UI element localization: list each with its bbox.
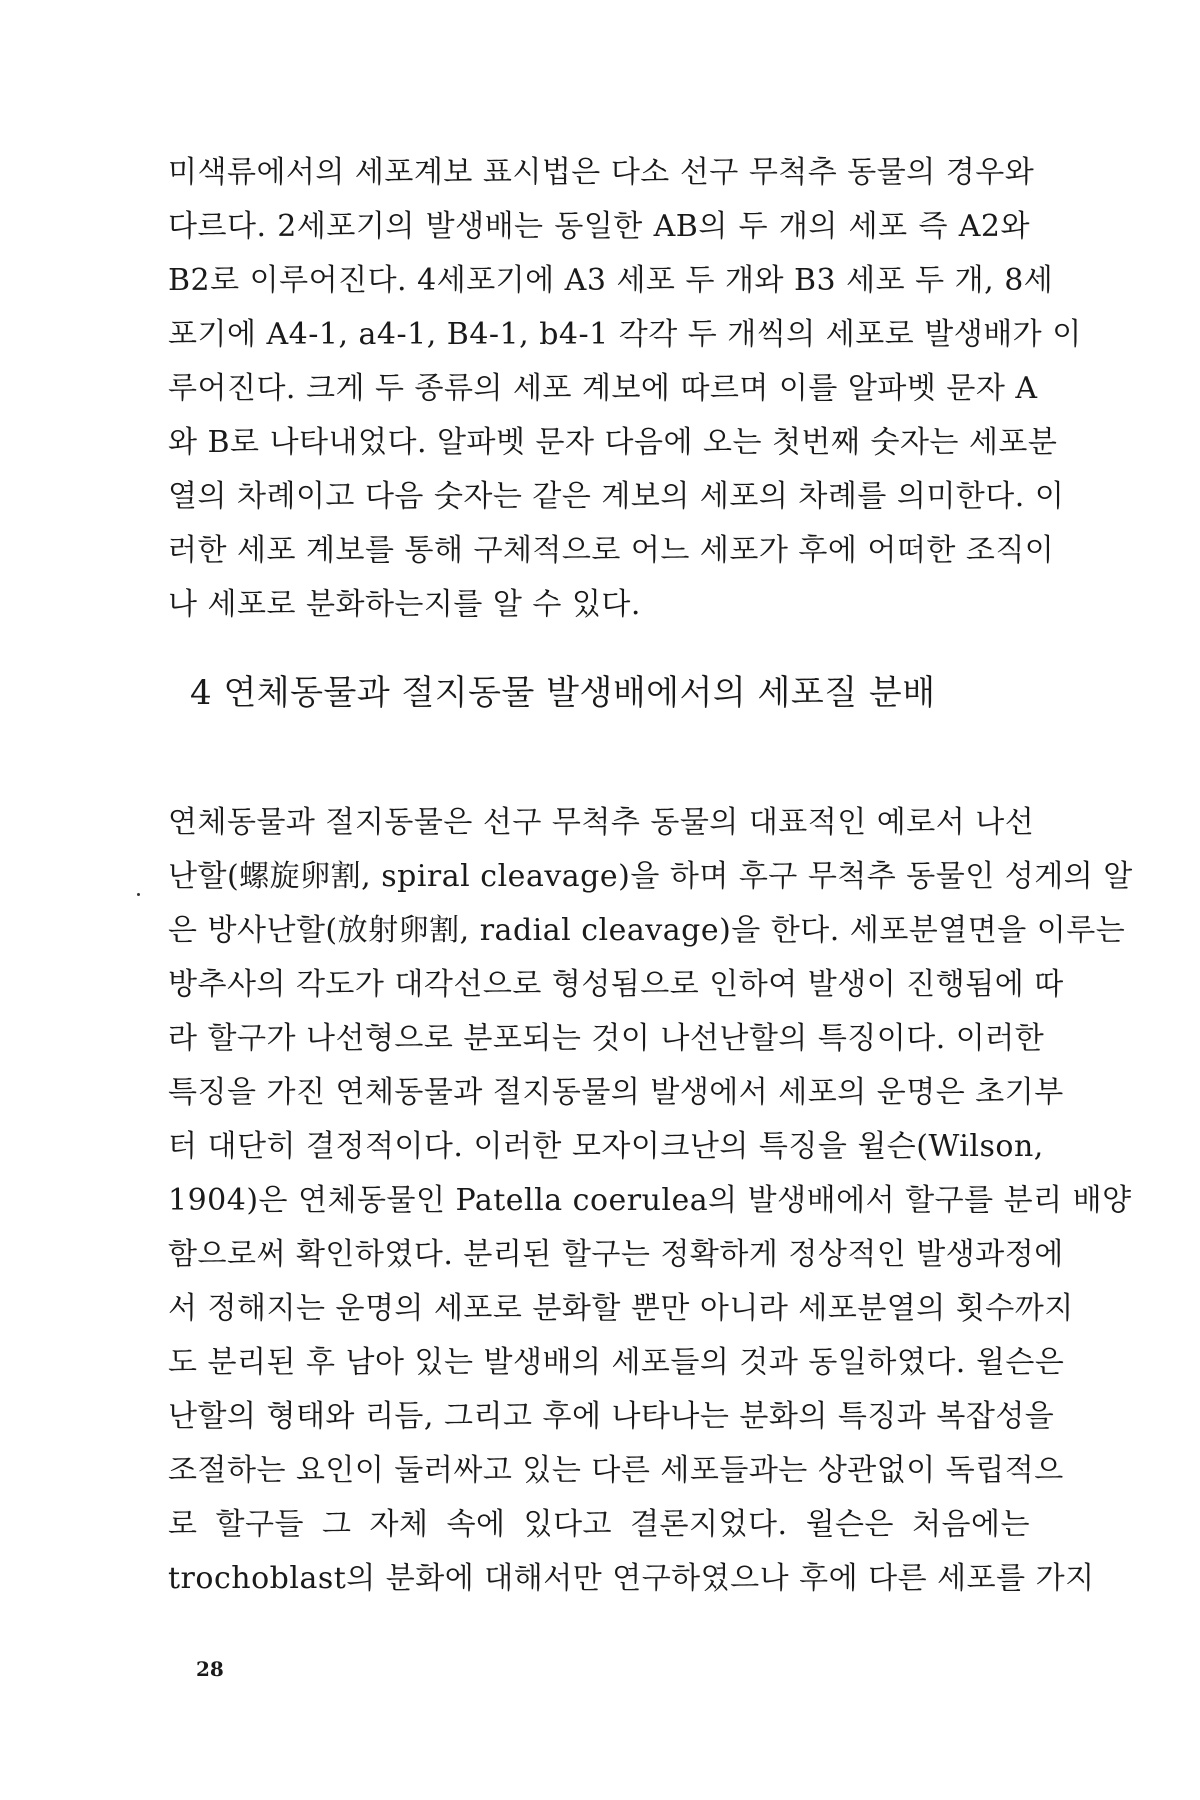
text-line: 조절하는 요인이 둘러싸고 있는 다른 세포들과는 상관없이 독립적으: [168, 1453, 1064, 1488]
text-line: 1904)은 연체동물인 Patella coerulea의 발생배에서 할구를 분리 배양: [168, 1183, 1132, 1218]
text-line: 난할(螺旋卵割, spiral cleavage)을 하며 후구 무척추 동물인 성게의 알: [168, 859, 1133, 894]
text-line: 도 분리된 후 남아 있는 발생배의 세포들의 것과 동일하였다. 윌슨은: [168, 1345, 1065, 1380]
text-line: 나 세포로 분화하는지를 알 수 있다.: [168, 587, 641, 622]
text-line: 러한 세포 계보를 통해 구체적으로 어느 세포가 후에 어떠한 조직이: [168, 533, 1055, 568]
page-number: 28: [196, 1657, 224, 1681]
text-line: 은 방사난할(放射卵割, radial cleavage)을 한다. 세포분열면을 이루는: [168, 913, 1126, 948]
text-line: 포기에 A4-1, a4-1, B4-1, b4-1 각각 두 개씩의 세포로 발생배가 이: [168, 317, 1082, 352]
margin-dot: [137, 893, 140, 896]
text-line: B2로 이루어진다. 4세포기에 A3 세포 두 개와 B3 세포 두 개, 8세: [168, 263, 1054, 298]
text-line: 난할의 형태와 리듬, 그리고 후에 나타나는 분화의 특징과 복잡성을: [168, 1399, 1055, 1434]
text-line: 서 정해지는 운명의 세포로 분화할 뿐만 아니라 세포분열의 횟수까지: [168, 1291, 1074, 1326]
text-line: trochoblast의 분화에 대해서만 연구하였으나 후에 다른 세포를 가지: [168, 1561, 1095, 1596]
text-line: 와 B로 나타내었다. 알파벳 문자 다음에 오는 첫번째 숫자는 세포분: [168, 425, 1058, 460]
text-line: 연체동물과 절지동물은 선구 무척추 동물의 대표적인 예로서 나선: [168, 805, 1035, 840]
text-line: 특징을 가진 연체동물과 절지동물의 발생에서 세포의 운명은 초기부: [168, 1075, 1064, 1110]
paragraph-cell-lineage: [168, 146, 1082, 632]
paragraph-spiral-cleavage: [168, 796, 1133, 1606]
text-line: 루어진다. 크게 두 종류의 세포 계보에 따르며 이를 알파벳 문자 A: [168, 371, 1038, 406]
text-line: 터 대단히 결정적이다. 이러한 모자이크난의 특징을 윌슨(Wilson,: [168, 1129, 1044, 1164]
text-line: 미색류에서의 세포계보 표시법은 다소 선구 무척추 동물의 경우와: [168, 155, 1035, 190]
text-line: 다르다. 2세포기의 발생배는 동일한 AB의 두 개의 세포 즉 A2와: [168, 209, 1030, 244]
text-line: 방추사의 각도가 대각선으로 형성됨으로 인하여 발생이 진행됨에 따: [168, 967, 1064, 1002]
text-line: 로 할구들 그 자체 속에 있다고 결론지었다. 윌슨은 처음에는: [168, 1507, 1030, 1542]
text-line: 라 할구가 나선형으로 분포되는 것이 나선난할의 특징이다. 이러한: [168, 1021, 1045, 1056]
section-heading: 4 연체동물과 절지동물 발생배에서의 세포질 분배: [190, 673, 936, 713]
text-line: 함으로써 확인하였다. 분리된 할구는 정확하게 정상적인 발생과정에: [168, 1237, 1064, 1272]
text-line: 열의 차례이고 다음 숫자는 같은 계보의 세포의 차례를 의미한다. 이: [168, 479, 1065, 514]
